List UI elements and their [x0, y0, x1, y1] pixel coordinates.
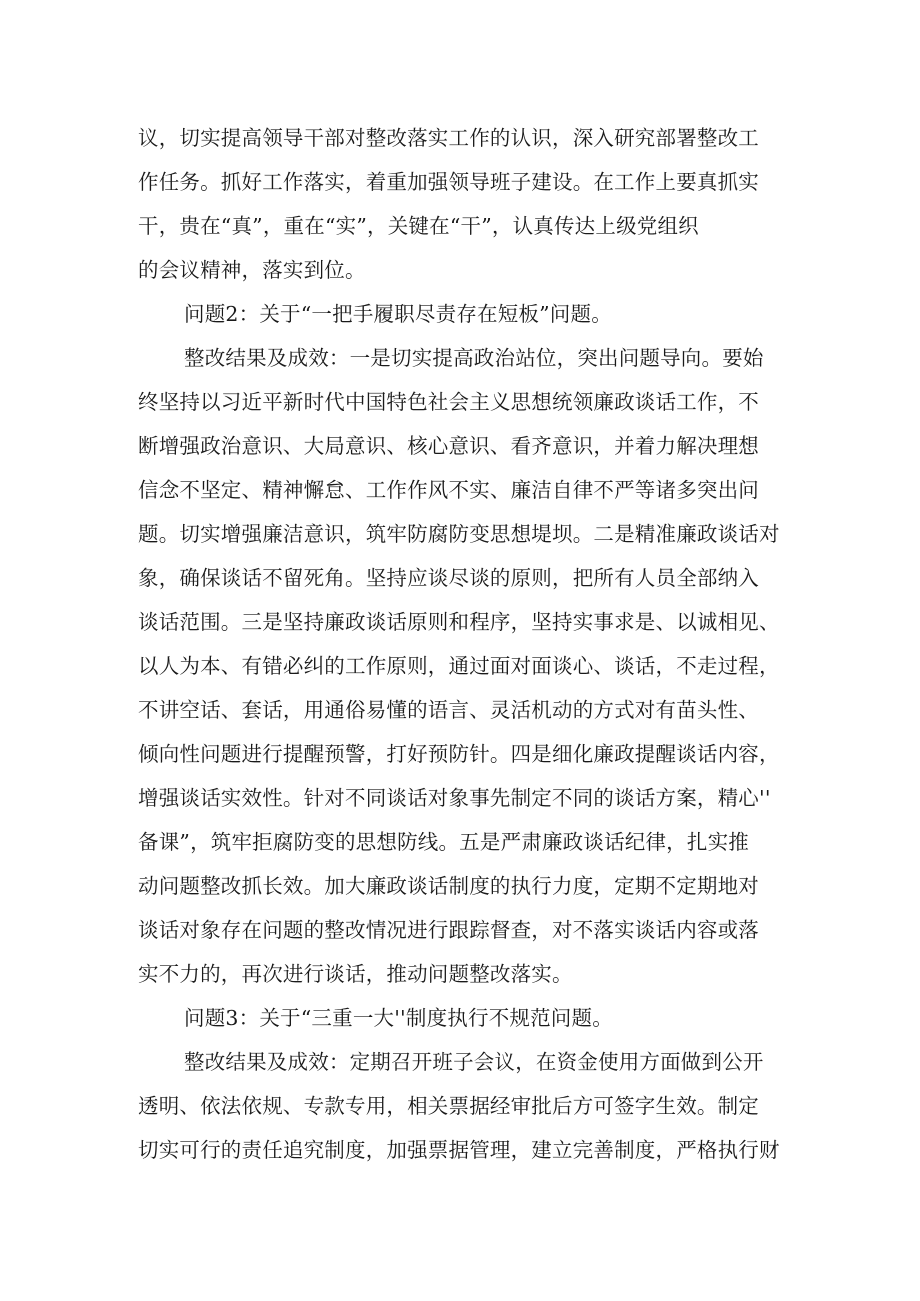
text-line: 信念不坚定、精神懈怠、工作作风不实、廉洁自律不严等诸多突出问 [138, 478, 759, 502]
issue-2-heading: 问题2：关于“一把手履职尽责存在短板”问题。 [184, 302, 612, 326]
issue-3-heading: 问题3：关于“三重一大''制度执行不规范问题。 [184, 1006, 613, 1030]
text-line: 断增强政治意识、大局意识、核心意识、看齐意识，并着力解决理想 [138, 434, 759, 458]
text-line: 谈话对象存在问题的整改情况进行跟踪督查，对不落实谈话内容或落 [138, 918, 759, 942]
text-line: 终坚持以习近平新时代中国特色社会主义思想统领廉政谈话工作，不 [138, 390, 759, 414]
text-line: 象，确保谈话不留死角。坚持应谈尽谈的原则，把所有人员全部纳入 [138, 566, 759, 590]
text-line: 倾向性问题进行提醒预警，打好预防针。四是细化廉政提醒谈话内容， [138, 742, 780, 766]
text-line: 整改结果及成效：一是切实提高政治站位，突出问题导向。要始 [184, 346, 764, 370]
text-line: 实不力的，再次进行谈话，推动问题整改落实。 [138, 962, 573, 986]
text-line: 动问题整改抓长效。加大廉政谈话制度的执行力度，定期不定期地对 [138, 874, 759, 898]
text-line: 题。切实增强廉洁意识，筑牢防腐防变思想堤坝。二是精准廉政谈话对 [138, 522, 780, 546]
text-line: 的会议精神，落实到位。 [138, 258, 366, 282]
text-line: 切实可行的责任追究制度，加强票据管理，建立完善制度，严格执行财 [138, 1138, 780, 1162]
text-line: 议，切实提高领导干部对整改落实工作的认识，深入研究部署整改工 [138, 126, 759, 150]
text-line: 整改结果及成效：定期召开班子会议，在资金使用方面做到公开 [184, 1050, 764, 1074]
text-line: 备课”，筑牢拒腐防变的思想防线。五是严肃廉政谈话纪律，扎实推 [138, 830, 749, 854]
text-line: 干，贵在“真”，重在“实”，关键在“干”，认真传达上级党组织 [138, 214, 699, 238]
text-line: 透明、依法依规、专款专用，相关票据经审批后方可签字生效。制定 [138, 1094, 759, 1118]
text-line: 作任务。抓好工作落实，着重加强领导班子建设。在工作上要真抓实 [138, 170, 759, 194]
text-line: 以人为本、有错必纠的工作原则，通过面对面谈心、谈话，不走过程， [138, 654, 780, 678]
text-line: 不讲空话、套话，用通俗易懂的语言、灵活机动的方式对有苗头性、 [138, 698, 759, 722]
text-line: 谈话范围。三是坚持廉政谈话原则和程序，坚持实事求是、以诚相见、 [138, 610, 780, 634]
text-line: 增强谈话实效性。针对不同谈话对象事先制定不同的谈话方案，精心'' [138, 786, 771, 810]
